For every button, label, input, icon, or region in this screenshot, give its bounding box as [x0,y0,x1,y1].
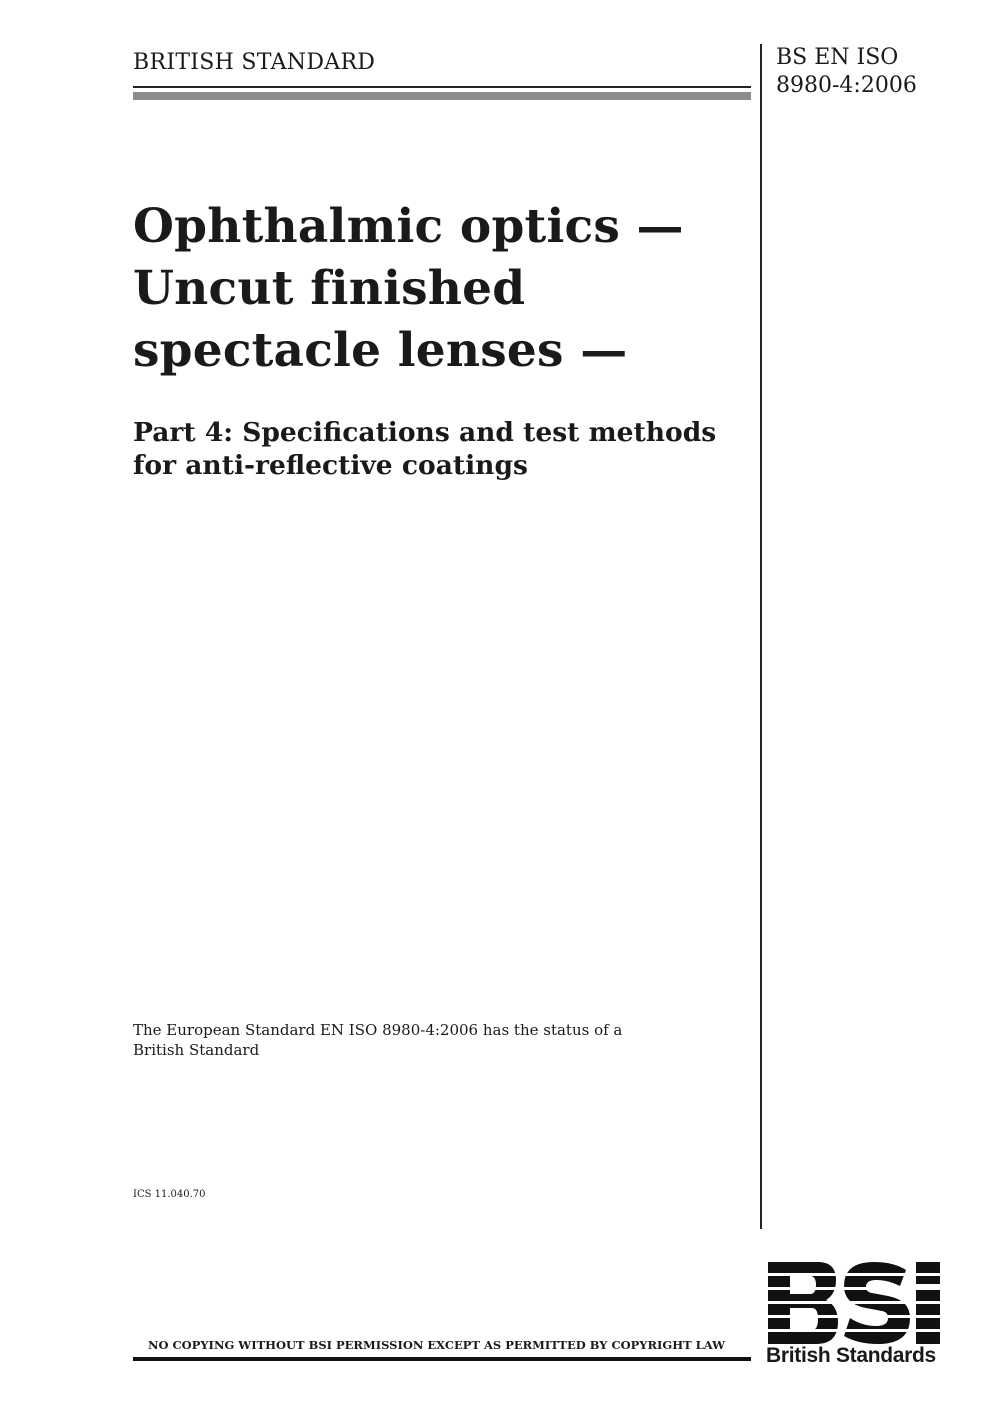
copyright-notice: NO COPYING WITHOUT BSI PERMISSION EXCEPT AS PERMITTED BY COPYRIGHT LAW [148,1338,726,1352]
standard-number-line2: 8980-4:2006 [776,73,917,98]
margin-divider [760,44,762,1229]
bsi-logo-caption: British Standards [766,1344,936,1367]
status-line2: British Standard [133,1041,260,1059]
document-title [133,196,733,382]
footer-rule [133,1357,751,1361]
status-statement [133,1020,622,1060]
document-type-label: BRITISH STANDARD [133,50,376,75]
title-line2: Uncut finished [133,261,526,316]
title-line1: Ophthalmic optics — [133,199,684,254]
title-line3: spectacle lenses — [133,323,628,378]
subtitle-line2: for anti-reflective coatings [133,450,528,481]
header-rule-thick [133,92,751,100]
header-rule-thin [133,86,751,88]
subtitle-line1: Part 4: Specifications and test methods [133,417,717,448]
document-subtitle [133,416,753,482]
standard-number-line1: BS EN ISO [776,45,899,70]
ics-code: ICS 11.040.70 [133,1189,206,1200]
status-line1: The European Standard EN ISO 8980-4:2006 has the status of a [133,1021,623,1039]
standard-number [776,44,917,100]
